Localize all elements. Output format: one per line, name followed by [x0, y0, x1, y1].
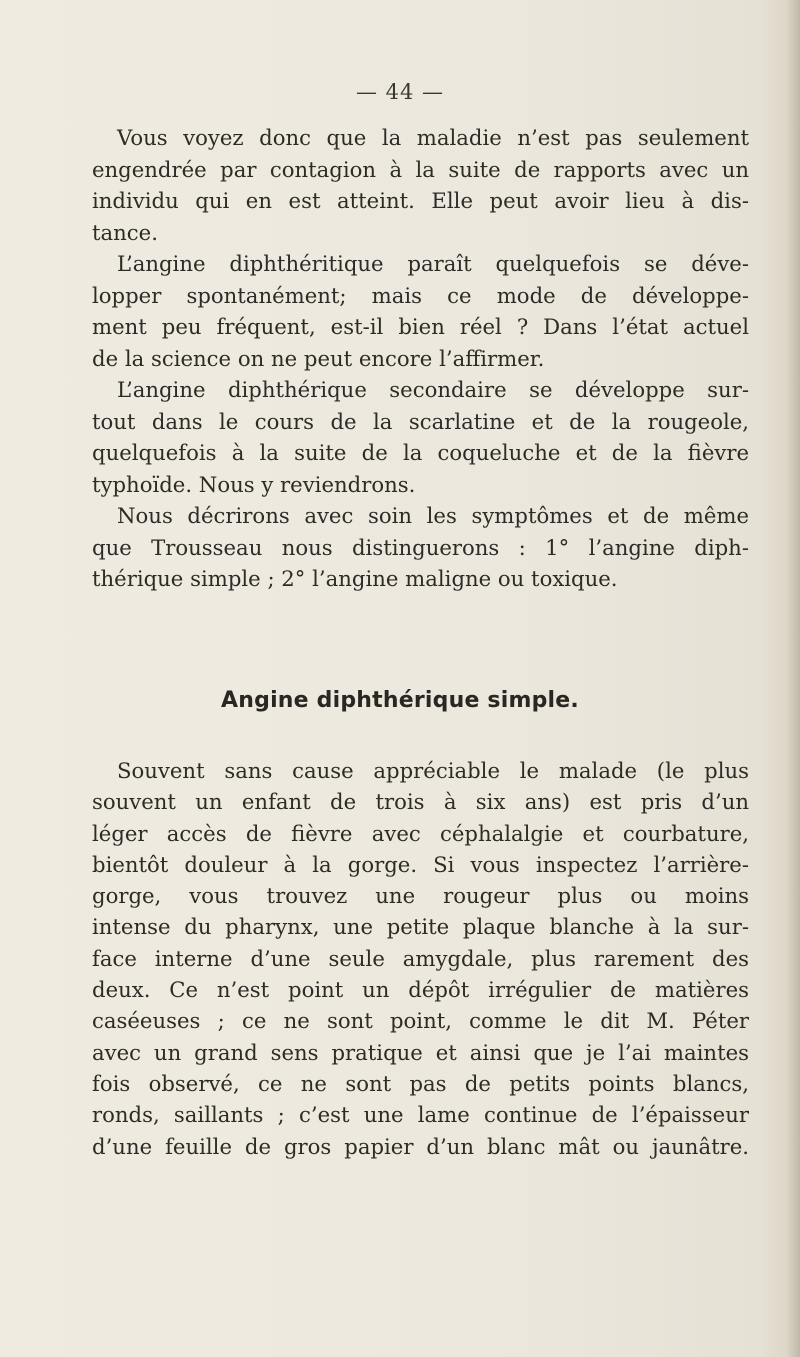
text-line: typhoïde. Nous y reviendrons. — [92, 471, 416, 497]
text-line: ment peu fréquent, est-il bien réel ? Dans l’état actuel — [92, 314, 749, 339]
text-line: individu qui en est atteint. Elle peut avoir lieu à dis- — [92, 188, 749, 213]
text-line: quelquefois à la suite de la coqueluche et de la fièvre — [92, 440, 749, 465]
text-line: fois observé, ce ne sont pas de petits points blancs, — [92, 1070, 749, 1096]
text-line: souvent un enfant de trois à six ans) est pris d’un — [92, 789, 749, 815]
text-line: que Trousseau nous distinguerons : 1° l’angine diph- — [92, 534, 749, 560]
text-line: gorge, vous trouvez une rougeur plus ou moins — [92, 883, 749, 909]
text-line: Souvent sans cause appréciable le malade (le plus — [117, 758, 749, 783]
body-text-section-1 — [92, 122, 749, 595]
page-edge-shadow — [786, 0, 800, 1357]
text-line: intense du pharynx, une petite plaque blanche à la sur- — [92, 914, 749, 940]
text-line: Nous décrirons avec soin les symptômes et de même — [117, 503, 749, 528]
text-line: deux. Ce n’est point un dépôt irrégulier de matières — [92, 977, 749, 1003]
text-line: avec un grand sens pratique et ainsi que je l’ai maintes — [92, 1039, 749, 1065]
text-line: bientôt douleur à la gorge. Si vous inspectez l’arrière- — [92, 851, 749, 877]
text-line: léger accès de fièvre avec céphalalgie et courbature, — [92, 820, 749, 846]
text-line: caséeuses ; ce ne sont point, comme le dit M. Péter — [92, 1008, 749, 1034]
text-line: tance. — [92, 219, 158, 245]
text-line: L’angine diphthérique secondaire se développe sur- — [117, 377, 749, 402]
text-line: engendrée par contagion à la suite de rapports avec un — [92, 156, 749, 182]
text-line: thérique simple ; 2° l’angine maligne ou toxique. — [92, 566, 618, 591]
text-line: d’une feuille de gros papier d’un blanc mât ou jaunâtre. — [92, 1133, 749, 1159]
text-line: face interne d’une seule amygdale, plus rarement des — [92, 945, 749, 971]
text-line: lopper spontanément; mais ce mode de développe- — [92, 282, 749, 308]
text-line: L’angine diphthéritique paraît quelquefois se déve- — [117, 251, 749, 276]
text-line: ronds, saillants ; c’est une lame continue de l’épaisseur — [92, 1102, 749, 1128]
text-line: de la science on ne peut encore l’affirmer. — [92, 345, 545, 371]
text-line: tout dans le cours de la scarlatine et de la rougeole, — [92, 408, 749, 434]
page-number: — 44 — — [355, 80, 445, 104]
text-line: Vous voyez donc que la maladie n’est pas seulement — [117, 125, 749, 150]
body-text-section-2 — [92, 755, 749, 1162]
section-heading: Angine diphthérique simple. — [221, 688, 579, 713]
